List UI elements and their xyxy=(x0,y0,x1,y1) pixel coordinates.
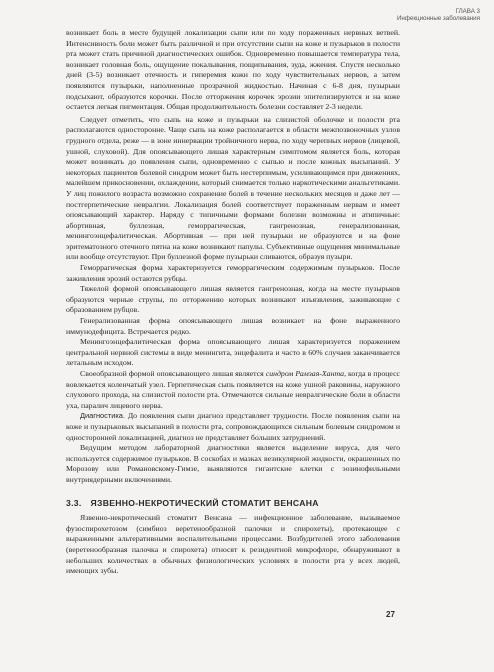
section-heading xyxy=(66,498,400,509)
paragraph: Ведущим методом лабораторной диагностики является выделение вируса, для чего используется содержимое пузырьков. В соскобах и мазках везикулярной жидкости, окрашенных по Морозову или Романовскому-Гимзе, выявляются гигантские клетки с эозинофильными внутриядерными включениями. xyxy=(66,443,400,484)
syndrome-term: синдром Рамзая-Ханта xyxy=(265,369,345,378)
text-run: До появления сыпи диагноз представляет трудности. После появления сыпи на коже и пузырьковых высыпаний в полости рта, сопровождающихся сильным болевым синдромом и односторонней локализацией, диагноз не представляет больших затруднений. xyxy=(66,411,400,442)
section-title: ЯЗВЕННО-НЕКРОТИЧЕСКИЙ СТОМАТИТ ВЕНСАНА xyxy=(90,497,319,508)
body-text xyxy=(66,28,400,577)
paragraph: Тяжелой формой опоясывающего лишая является гангренозная, когда на месте пузырьков образуются черные струпы, по отторжению которых возникают изъязвления, заживающие с образованием рубцов. xyxy=(66,284,400,315)
paragraph: возникает боль в месте будущей локализации сыпи или по ходу пораженных нервных ветвей. Интенсивность боли может быть различной и при отсутствии сыпи на коже и пузырьков в полости рта может стать причиной диагностических ошибок. Одновременно повышается температура тела, возникает головная боль, ощущение покалывания, пощипывания, зуда, жжения. Спустя несколько дней (3-5) возникает отечность и гиперемия кожи по ходу чувствительных нервов, а затем появляются пузырьки, наполненные прозрачной жидкостью. Начиная с 6-8 дня, пузырьки подсыхают, образуются корочки. После отторжения корочек эрозии эпителизируются и на коже остается легкая пигментация. Общая продолжительность болезни составляет 2-3 недели. xyxy=(66,28,400,112)
paragraph-ramsay-hunt xyxy=(66,369,400,411)
paragraph: Следует отметить, что сыпь на коже и пузырьки на слизистой оболочке и полости рта располагаются односторонне. Чаще сыпь на коже располагается в области межпозвоночных узлов грудного отдела, реже — в зоне иннервации тройничного нерва, по ходу черепных нервов (лицевой, ушной, слуховой). Для опоясывающего лишая характерным симптомом является боль, которая может возникать до появления сыпи, одновременно с сыпью и после кожных высыпаний. У некоторых пациентов болевой синдром может быть нестерпимым, усиливающимся при движениях, малейшем прикосновении, охлаждении, который снимается только наркотическими анальгетиками. У лиц пожилого возраста возможно сохранение болей в течение нескольких месяцев и даже лет — постгерпетические невралгии. Локализация болей соответствует пораженным нервам и имеет опоясывающий характер. Наряду с типичными формами болезни возможны и атипичные: абортивная, буллезная, геморрагическая, гангренозная, генерализованная, менингоэнцефалитическая. Абортивная — при ней пузырьки не образуются и на фоне эритематозного отечного пятна на коже возникают папулы. Субъективные ощущения минимальные или вообще отсутствуют. При буллезной форме пузырьки сливаются, образуя пузыри. xyxy=(66,114,400,262)
chapter-title: Инфекционные заболевания xyxy=(396,15,480,23)
paragraph: Язвенно-некротический стоматит Венсана — инфекционное заболевание, вызываемое фузоспирохетозом (симбиоз веретенообразной палочки и спирохеты), протекающее с выраженными альтеративными воспалительными процессами. Возбудителей этого заболевания (веретенообразная палочка и спирохета) относят к резидентной микрофлоре, обнаруживают в небольших количествах в обычных физиологических условиях в полости рта у всех людей, имеющих зубы. xyxy=(66,513,400,576)
text-run: Своеобразной формой опоясывающего лишая является xyxy=(80,369,266,378)
diagnostics-lead: Диагностика. xyxy=(80,411,125,421)
running-head xyxy=(397,8,480,23)
paragraph: Геморрагическая форма характеризуется геморрагическим содержимым пузырьков. После заживления эрозий остаются рубцы. xyxy=(66,263,400,283)
page-number: 27 xyxy=(386,610,395,619)
chapter-label: ГЛАВА 3 xyxy=(455,8,480,15)
paragraph: Генерализованная форма опоясывающего лишая возникает на фоне выраженного иммунодефицита. Встречается редко. xyxy=(66,316,400,336)
paragraph: Менингоэнцефалитическая форма опоясывающего лишая характеризуется поражением центральной нервной системы в виде менингита, энцефалита и часто в 60% случаев заканчивается летальным исходом. xyxy=(66,337,400,368)
section-number: 3.3. xyxy=(66,497,82,508)
paragraph-diagnostics xyxy=(66,411,400,443)
text-run: , когда в процесс вовлекается коленчатый узел. Герпетическая сыпь появляется на коже ушной раковины, наружного слухового прохода, на слизистой полости рта. Отмечаются сильные невралгические боли в области уха, паралич лицевого нерва. xyxy=(66,369,400,410)
